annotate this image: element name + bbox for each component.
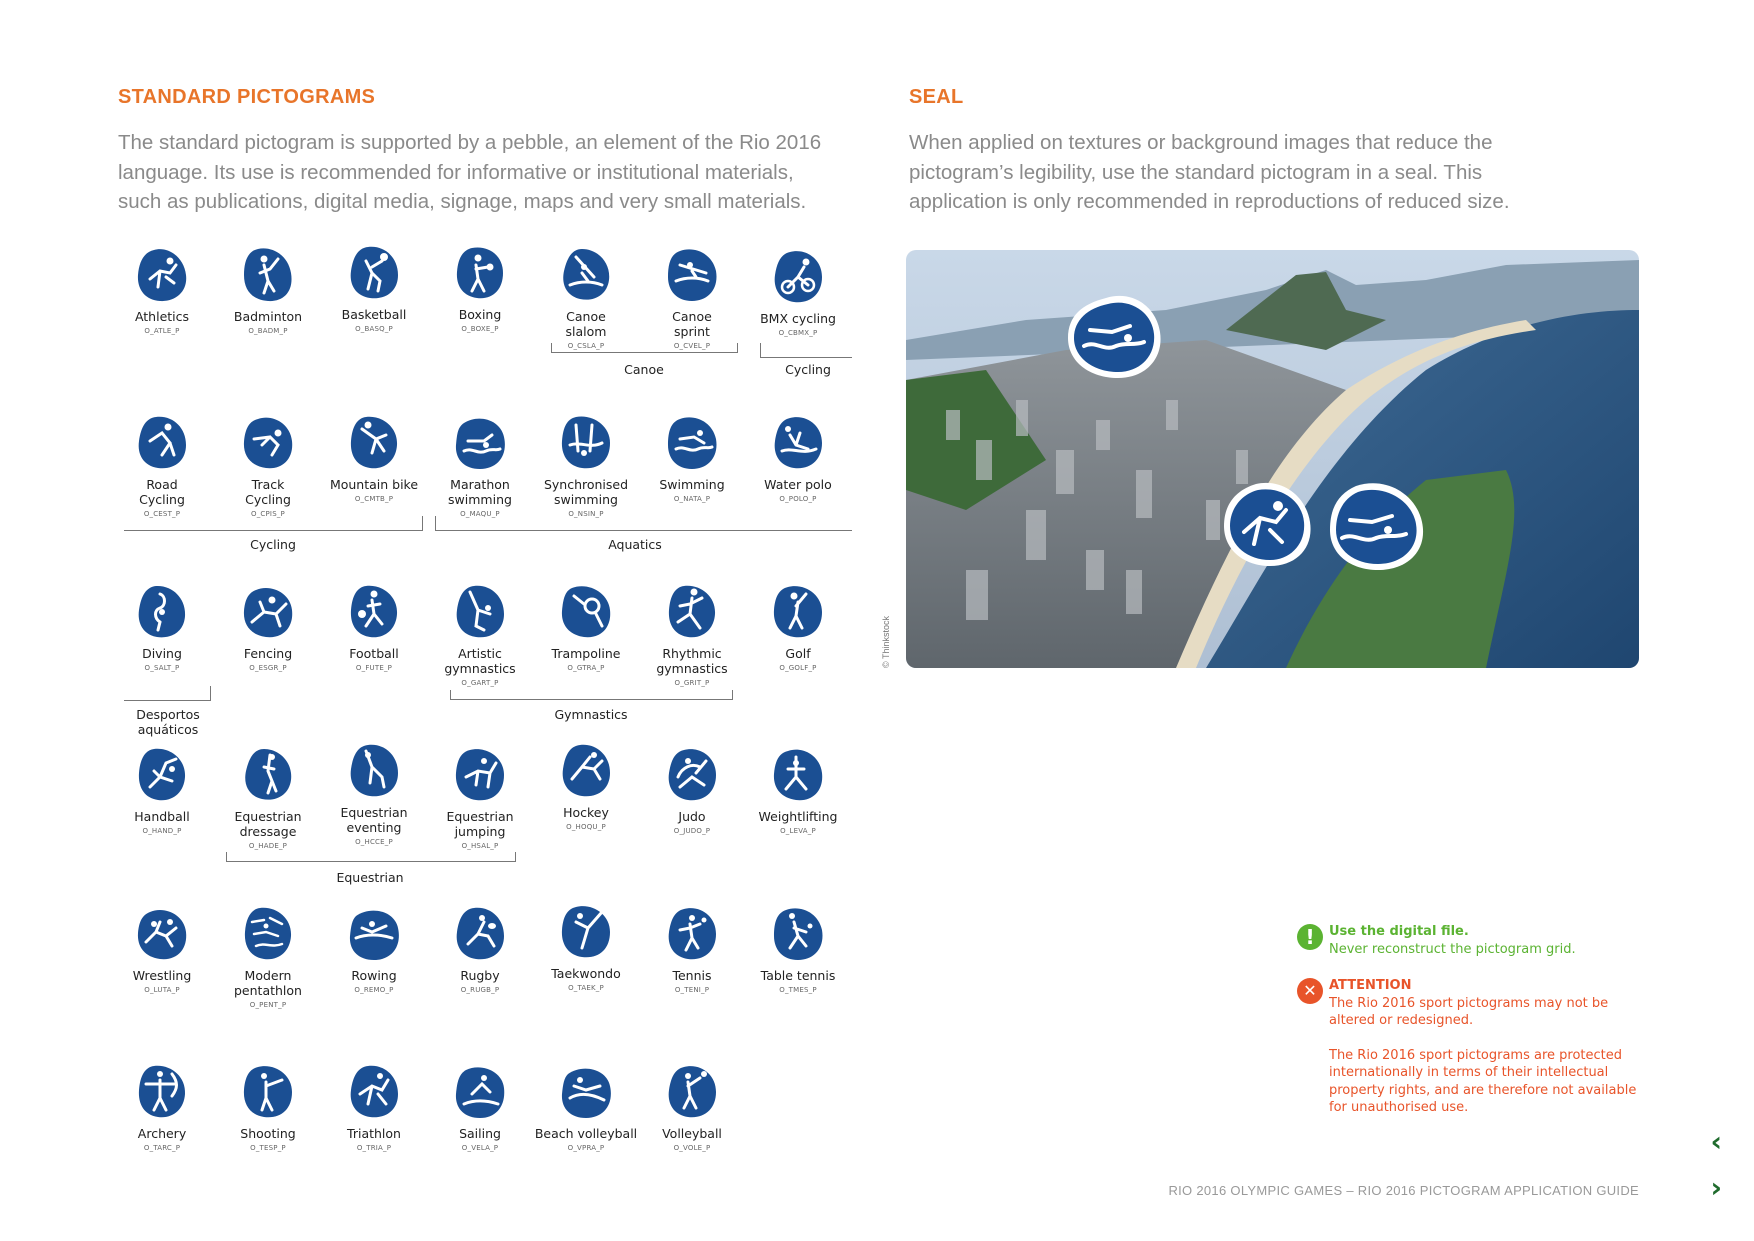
pictogram-label: Track Cycling bbox=[245, 477, 291, 507]
artistic-gymnastics-pictogram-icon bbox=[454, 584, 506, 640]
pictogram-sailing bbox=[425, 1064, 535, 1152]
pictogram-label: Canoe slalom bbox=[565, 309, 607, 339]
pictogram-handball bbox=[107, 747, 217, 835]
seal-intro: When applied on textures or background images that reduce the pictogram’s legibility, use the standard pictogram in a seal. This application is only recommended in reproductions of reduced size. bbox=[909, 131, 1510, 213]
track-cycling-pictogram-icon bbox=[242, 415, 294, 471]
pictogram-code: O_HAND_P bbox=[142, 827, 182, 835]
pictogram-code: O_FUTE_P bbox=[355, 664, 393, 672]
marathon-swimming-pictogram-icon bbox=[454, 415, 506, 471]
archery-pictogram-icon bbox=[136, 1064, 188, 1120]
pictogram-mountain-bike bbox=[319, 415, 429, 503]
pictogram-label: Synchronised swimming bbox=[543, 477, 629, 507]
pictogram-code: O_ESGR_P bbox=[249, 664, 287, 672]
x-circle-icon: ✕ bbox=[1297, 978, 1323, 1004]
pictogram-label: Equestrian jumping bbox=[446, 809, 514, 839]
pictogram-canoe-sprint bbox=[637, 247, 747, 350]
attention-text-2: The Rio 2016 sport pictograms are protected internationally in terms of their intellectual property rights, and are therefore not available for unauthorised use. bbox=[1329, 1047, 1637, 1115]
pictogram-label: Marathon swimming bbox=[448, 477, 512, 507]
pictogram-code: O_NSIN_P bbox=[568, 510, 604, 518]
pictogram-code: O_CBMX_P bbox=[778, 329, 818, 337]
pictogram-label: Artistic gymnastics bbox=[444, 646, 516, 676]
pictogram-label: Hockey bbox=[563, 805, 609, 820]
pictogram-code: O_RUGB_P bbox=[460, 986, 500, 994]
photo-credit: © Thinkstock bbox=[881, 616, 891, 668]
pictogram-rhythmic-gymnastics bbox=[637, 584, 747, 687]
equestrian-jumping-pictogram-icon bbox=[454, 747, 506, 803]
next-page-arrow-icon[interactable]: › bbox=[1710, 1171, 1722, 1204]
section-title-standard-pictograms: STANDARD PICTOGRAMS bbox=[118, 86, 376, 108]
pictogram-code: O_BASQ_P bbox=[355, 325, 393, 333]
canoe-slalom-pictogram-icon bbox=[560, 247, 612, 303]
pictogram-code: O_REMO_P bbox=[354, 986, 394, 994]
group-label-cycling: Cycling bbox=[250, 537, 296, 552]
pictogram-diving bbox=[107, 584, 217, 672]
pictogram-code: O_CMTB_P bbox=[354, 495, 394, 503]
pictogram-code: O_CSLA_P bbox=[567, 342, 605, 350]
pictogram-archery bbox=[107, 1064, 217, 1152]
pictogram-equestrian-dressage bbox=[213, 747, 323, 850]
pictogram-rugby bbox=[425, 906, 535, 994]
equestrian-eventing-pictogram-icon bbox=[348, 743, 400, 799]
pictogram-label: Volleyball bbox=[662, 1126, 722, 1141]
taekwondo-pictogram-icon bbox=[560, 904, 612, 960]
pictogram-code: O_HSAL_P bbox=[461, 842, 499, 850]
equestrian-bracket bbox=[226, 852, 516, 862]
volleyball-pictogram-icon bbox=[666, 1064, 718, 1120]
pictogram-label: Wrestling bbox=[132, 968, 192, 983]
digital-file-note bbox=[1329, 923, 1599, 958]
golf-pictogram-icon bbox=[772, 584, 824, 640]
pictogram-swimming bbox=[637, 415, 747, 503]
swimming-pictogram-icon bbox=[666, 415, 718, 471]
sailing-pictogram-icon bbox=[454, 1064, 506, 1120]
pictogram-code: O_TAEK_P bbox=[568, 984, 604, 992]
pictogram-label: Sailing bbox=[459, 1126, 501, 1141]
pictogram-label: Taekwondo bbox=[551, 966, 621, 981]
canoe-sprint-pictogram-icon bbox=[666, 247, 718, 303]
pictogram-label: Rugby bbox=[460, 968, 500, 983]
pictogram-label: Equestrian eventing bbox=[340, 805, 408, 835]
pictogram-code: O_MAQU_P bbox=[460, 510, 500, 518]
cycling-bracket-right bbox=[422, 516, 423, 531]
pictogram-marathon-swimming bbox=[425, 415, 535, 518]
pictogram-code: O_VELA_P bbox=[461, 1144, 499, 1152]
pictogram-label: BMX cycling bbox=[760, 311, 836, 326]
pictogram-label: Water polo bbox=[764, 477, 832, 492]
group-label-equestrian: Equestrian bbox=[336, 870, 404, 885]
table-tennis-pictogram-icon bbox=[772, 906, 824, 962]
pictogram-tennis bbox=[637, 906, 747, 994]
pictogram-code: O_LEVA_P bbox=[780, 827, 816, 835]
rugby-pictogram-icon bbox=[454, 906, 506, 962]
copacabana-photo bbox=[906, 250, 1639, 668]
pictogram-code: O_TMES_P bbox=[779, 986, 817, 994]
pictogram-hockey bbox=[531, 743, 641, 831]
pictogram-code: O_BADM_P bbox=[248, 327, 288, 335]
attention-title: ATTENTION bbox=[1329, 978, 1412, 993]
pictogram-label: Shooting bbox=[240, 1126, 296, 1141]
pictogram-label: Road Cycling bbox=[139, 477, 185, 507]
pictogram-code: O_TARC_P bbox=[143, 1144, 181, 1152]
equestrian-dressage-pictogram-icon bbox=[242, 747, 294, 803]
pictogram-rowing bbox=[319, 906, 429, 994]
hockey-pictogram-icon bbox=[560, 743, 612, 799]
pictogram-label: Trampoline bbox=[551, 646, 621, 661]
pictogram-label: Basketball bbox=[341, 307, 407, 322]
weightlifting-pictogram-icon bbox=[772, 747, 824, 803]
desportos-bracket-right bbox=[210, 686, 211, 701]
pictogram-weightlifting bbox=[743, 747, 853, 835]
gymnastics-bracket bbox=[450, 690, 733, 700]
exclamation-icon: ! bbox=[1297, 924, 1323, 950]
cycling-bmx-bracket-line bbox=[760, 357, 852, 358]
pictogram-code: O_JUDO_P bbox=[673, 827, 711, 835]
road-cycling-pictogram-icon bbox=[136, 415, 188, 471]
mountain-bike-pictogram-icon bbox=[348, 415, 400, 471]
pictogram-code: O_CEST_P bbox=[143, 510, 181, 518]
attention-text-1: The Rio 2016 sport pictograms may not be altered or redesigned. bbox=[1329, 995, 1609, 1028]
pictogram-label: Rowing bbox=[351, 968, 397, 983]
cycling-bracket-line bbox=[124, 530, 422, 531]
pictogram-code: O_GTRA_P bbox=[567, 664, 605, 672]
water-polo-pictogram-icon bbox=[772, 415, 824, 471]
pictogram-beach-volleyball bbox=[531, 1064, 641, 1152]
pictogram-table-tennis bbox=[743, 906, 853, 994]
pictogram-label: Canoe sprint bbox=[672, 309, 712, 339]
pictogram-code: O_GRIT_P bbox=[674, 679, 710, 687]
digital-file-title: Use the digital file. bbox=[1329, 924, 1469, 939]
shooting-pictogram-icon bbox=[242, 1064, 294, 1120]
handball-pictogram-icon bbox=[136, 747, 188, 803]
pictogram-badminton bbox=[213, 247, 323, 335]
pictogram-label: Football bbox=[349, 646, 399, 661]
cycling-bmx-bracket-left bbox=[760, 343, 761, 358]
pictogram-shooting bbox=[213, 1064, 323, 1152]
pictogram-code: O_NATA_P bbox=[673, 495, 711, 503]
pictogram-wrestling bbox=[107, 906, 217, 994]
standard-pictograms-intro: The standard pictogram is supported by a pebble, an element of the Rio 2016 language. Its use is recommended for informative or institutional materials, such as publications, digital media, signage, maps and very small materials. bbox=[118, 131, 822, 213]
pictogram-canoe-slalom bbox=[531, 247, 641, 350]
pictogram-label: Mountain bike bbox=[329, 477, 419, 492]
pictogram-label: Boxing bbox=[458, 307, 502, 322]
fencing-pictogram-icon bbox=[242, 584, 294, 640]
pictogram-fencing bbox=[213, 584, 323, 672]
pictogram-code: O_SALT_P bbox=[144, 664, 180, 672]
pictogram-label: Fencing bbox=[243, 646, 293, 661]
pictogram-water-polo bbox=[743, 415, 853, 503]
trampoline-pictogram-icon bbox=[560, 584, 612, 640]
desportos-bracket-line bbox=[124, 700, 210, 701]
pictogram-code: O_GOLF_P bbox=[779, 664, 817, 672]
pictogram-label: Swimming bbox=[659, 477, 725, 492]
pictogram-code: O_BOXE_P bbox=[461, 325, 499, 333]
pictogram-modern-pentathlon bbox=[213, 906, 323, 1009]
footer-title: RIO 2016 OLYMPIC GAMES – RIO 2016 PICTOGRAM APPLICATION GUIDE bbox=[1168, 1183, 1639, 1198]
pictogram-triathlon bbox=[319, 1064, 429, 1152]
rowing-pictogram-icon bbox=[348, 906, 400, 962]
pictogram-label: Handball bbox=[134, 809, 190, 824]
pictogram-label: Triathlon bbox=[347, 1126, 401, 1141]
pictogram-label: Golf bbox=[785, 646, 811, 661]
pictogram-code: O_HOQU_P bbox=[566, 823, 606, 831]
pictogram-code: O_VPRA_P bbox=[567, 1144, 605, 1152]
digital-file-text: Never reconstruct the pictogram grid. bbox=[1329, 941, 1576, 957]
pictogram-code: O_CVEL_P bbox=[673, 342, 711, 350]
group-label-gymnastics: Gymnastics bbox=[554, 707, 628, 722]
boxing-pictogram-icon bbox=[454, 245, 506, 301]
pictogram-code: O_TESP_P bbox=[250, 1144, 286, 1152]
canoe-bracket bbox=[551, 343, 738, 353]
pictogram-bmx-cycling bbox=[743, 249, 853, 337]
pictogram-equestrian-jumping bbox=[425, 747, 535, 850]
pictogram-track-cycling bbox=[213, 415, 323, 518]
pictogram-code: O_ATLE_P bbox=[144, 327, 180, 335]
pictogram-label: Modern pentathlon bbox=[234, 968, 302, 998]
wrestling-pictogram-icon bbox=[136, 906, 188, 962]
attention-note bbox=[1329, 977, 1641, 1117]
bmx-cycling-pictogram-icon bbox=[772, 249, 824, 305]
triathlon-pictogram-icon bbox=[348, 1064, 400, 1120]
diving-pictogram-icon bbox=[136, 584, 188, 640]
pictogram-code: O_CPIS_P bbox=[251, 510, 285, 518]
football-pictogram-icon bbox=[348, 584, 400, 640]
pictogram-code: O_HADE_P bbox=[248, 842, 288, 850]
section-title-seal: SEAL bbox=[909, 86, 964, 108]
judo-pictogram-icon bbox=[666, 747, 718, 803]
tennis-pictogram-icon bbox=[666, 906, 718, 962]
aquatics-bracket-left bbox=[435, 516, 436, 531]
aerial-city-illustration bbox=[906, 250, 1639, 668]
pictogram-label: Weightlifting bbox=[758, 809, 838, 824]
pictogram-basketball bbox=[319, 245, 429, 333]
group-label-desportos-aquaticos: Desportos aquáticos bbox=[136, 707, 200, 737]
pictogram-code: O_TENI_P bbox=[674, 986, 710, 994]
pictogram-label: Archery bbox=[137, 1126, 187, 1141]
athletics-pictogram-icon bbox=[136, 247, 188, 303]
previous-page-arrow-icon[interactable]: ‹ bbox=[1710, 1125, 1722, 1158]
pictogram-label: Beach volleyball bbox=[534, 1126, 638, 1141]
pictogram-boxing bbox=[425, 245, 535, 333]
group-label-canoe: Canoe bbox=[624, 362, 664, 377]
pictogram-code: O_PENT_P bbox=[249, 1001, 287, 1009]
pictogram-label: Table tennis bbox=[760, 968, 836, 983]
pictogram-road-cycling bbox=[107, 415, 217, 518]
pictogram-label: Athletics bbox=[134, 309, 190, 324]
pictogram-judo bbox=[637, 747, 747, 835]
rhythmic-gymnastics-pictogram-icon bbox=[666, 584, 718, 640]
pictogram-code: O_POLO_P bbox=[779, 495, 817, 503]
pictogram-label: Badminton bbox=[233, 309, 303, 324]
pictogram-trampoline bbox=[531, 584, 641, 672]
beach-volleyball-pictogram-icon bbox=[560, 1064, 612, 1120]
badminton-pictogram-icon bbox=[242, 247, 294, 303]
pictogram-taekwondo bbox=[531, 904, 641, 992]
pictogram-label: Judo bbox=[678, 809, 706, 824]
pictogram-label: Equestrian dressage bbox=[234, 809, 302, 839]
group-label-aquatics: Aquatics bbox=[608, 537, 662, 552]
pictogram-volleyball bbox=[637, 1064, 747, 1152]
pictogram-code: O_HCCE_P bbox=[355, 838, 393, 846]
pictogram-label: Diving bbox=[142, 646, 182, 661]
pictogram-golf bbox=[743, 584, 853, 672]
pictogram-synchronised-swimming bbox=[531, 415, 641, 518]
aquatics-bracket-line bbox=[435, 530, 852, 531]
pictogram-artistic-gymnastics bbox=[425, 584, 535, 687]
pictogram-code: O_GART_P bbox=[461, 679, 499, 687]
pictogram-code: O_VOLE_P bbox=[673, 1144, 711, 1152]
group-label-cycling-bmx: Cycling bbox=[785, 362, 831, 377]
pictogram-football bbox=[319, 584, 429, 672]
pictogram-label: Tennis bbox=[672, 968, 712, 983]
pictogram-label: Rhythmic gymnastics bbox=[656, 646, 728, 676]
modern-pentathlon-pictogram-icon bbox=[242, 906, 294, 962]
pictogram-equestrian-eventing bbox=[319, 743, 429, 846]
basketball-pictogram-icon bbox=[348, 245, 400, 301]
synchronised-swimming-pictogram-icon bbox=[560, 415, 612, 471]
pictogram-code: O_LUTA_P bbox=[144, 986, 180, 994]
pictogram-athletics bbox=[107, 247, 217, 335]
pictogram-code: O_TRIA_P bbox=[356, 1144, 392, 1152]
